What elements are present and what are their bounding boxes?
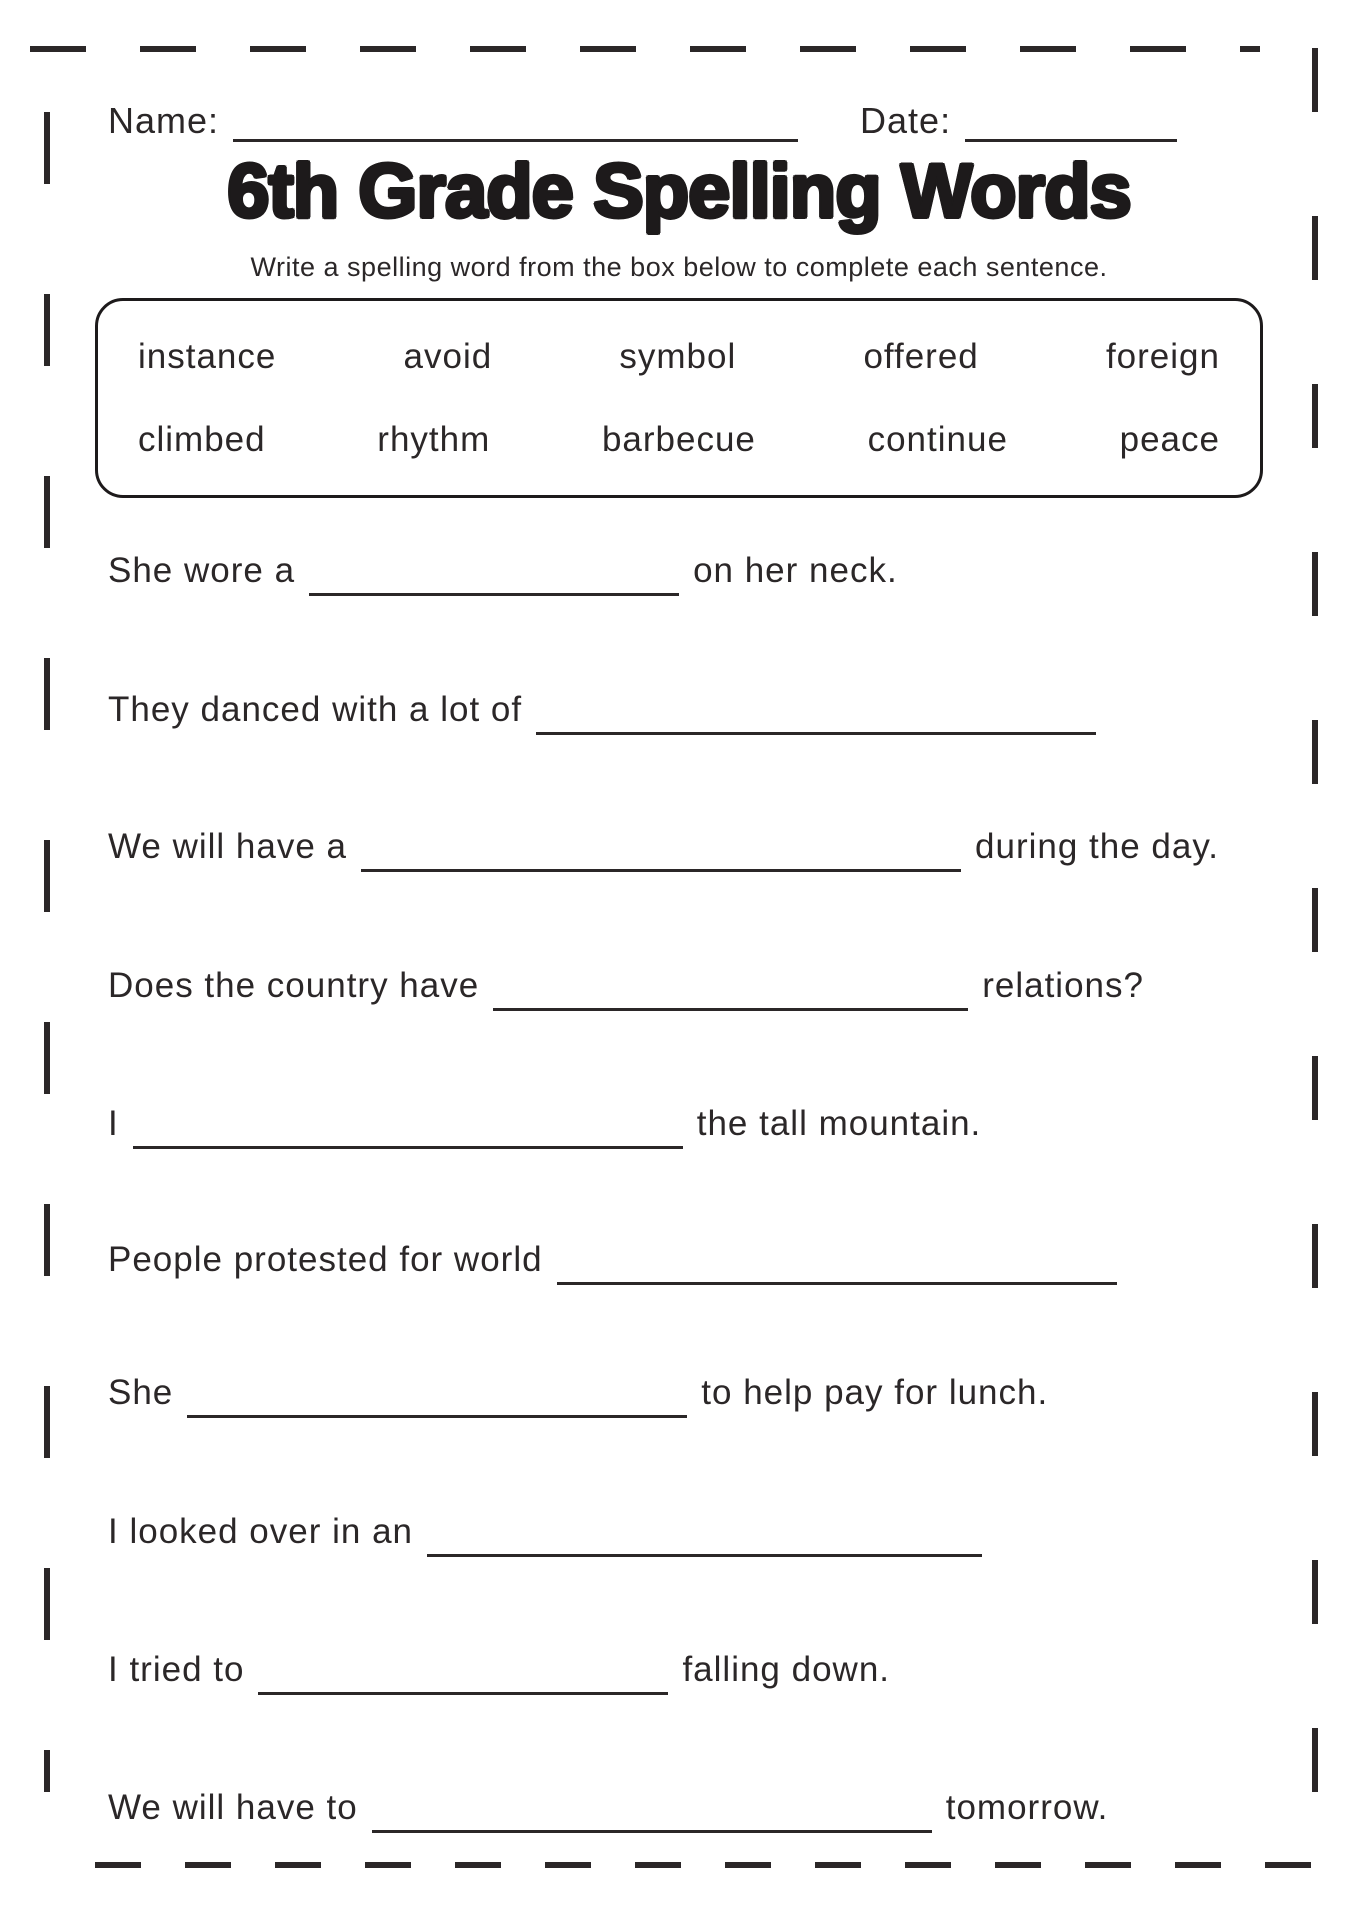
cut-line-bottom	[95, 1862, 1335, 1868]
word-bank-word: rhythm	[377, 419, 491, 459]
sentence-1	[108, 551, 1288, 591]
answer-blank-5[interactable]	[133, 1118, 683, 1149]
word-bank-word: climbed	[138, 419, 266, 459]
sentence-text: I looked over in an	[108, 1512, 414, 1551]
word-bank-box	[95, 298, 1263, 498]
cut-line-left	[44, 112, 50, 1792]
answer-blank-1[interactable]	[309, 565, 679, 596]
sentence-text: People protested for world	[108, 1240, 543, 1279]
name-date-row	[108, 100, 1258, 142]
answer-blank-9[interactable]	[258, 1664, 668, 1695]
sentence-text: relations?	[982, 966, 1144, 1005]
name-label: Name:	[108, 100, 220, 141]
cut-line-top	[30, 46, 1260, 52]
sentence-text: We will have a	[108, 827, 348, 866]
sentence-text: to help pay for lunch.	[701, 1373, 1049, 1412]
word-bank-word: continue	[867, 419, 1008, 459]
sentence-text: They danced with a lot of	[108, 690, 523, 729]
sentence-7	[108, 1373, 1288, 1413]
answer-blank-10[interactable]	[372, 1802, 932, 1833]
word-bank-row	[138, 337, 1220, 377]
date-label: Date:	[860, 100, 952, 141]
answer-blank-6[interactable]	[557, 1254, 1117, 1285]
answer-blank-3[interactable]	[361, 841, 961, 872]
sentence-text: on her neck.	[693, 551, 898, 590]
sentence-text: Does the country have	[108, 966, 480, 1005]
sentence-text: tomorrow.	[945, 1788, 1109, 1827]
sentence-10	[108, 1788, 1288, 1828]
sentence-6	[108, 1240, 1288, 1280]
sentence-2	[108, 690, 1288, 730]
sentence-text: She wore a	[108, 551, 296, 590]
sentence-text: the tall mountain.	[696, 1104, 982, 1143]
date-input-line[interactable]	[965, 109, 1177, 142]
sentence-5	[108, 1104, 1288, 1144]
answer-blank-4[interactable]	[493, 980, 968, 1011]
word-bank-row	[138, 420, 1220, 460]
word-bank-word: foreign	[1105, 336, 1220, 376]
sentence-text: during the day.	[975, 827, 1219, 866]
name-input-line[interactable]	[233, 109, 798, 142]
sentence-9	[108, 1650, 1288, 1690]
word-bank-word: peace	[1119, 419, 1220, 459]
answer-blank-2[interactable]	[536, 704, 1096, 735]
page-instructions: Write a spelling word from the box below to complete each sentence.	[250, 252, 1108, 282]
sentence-text: She	[108, 1373, 174, 1412]
sentence-text: falling down.	[682, 1650, 891, 1689]
word-bank-word: barbecue	[601, 419, 756, 459]
sentence-8	[108, 1512, 1288, 1552]
word-bank-word: offered	[863, 336, 979, 376]
sentence-text: I tried to	[108, 1650, 245, 1689]
cut-line-right	[1312, 48, 1318, 1848]
sentence-3	[108, 827, 1288, 867]
sentence-text: We will have to	[108, 1788, 358, 1827]
page-title: 6th Grade Spelling Words	[227, 149, 1131, 234]
sentence-4	[108, 966, 1288, 1006]
word-bank-word: avoid	[403, 336, 493, 376]
answer-blank-8[interactable]	[427, 1526, 982, 1557]
word-bank-word: symbol	[619, 336, 737, 376]
answer-blank-7[interactable]	[187, 1387, 687, 1418]
sentence-text: I	[108, 1104, 119, 1143]
word-bank-word: instance	[138, 336, 277, 376]
